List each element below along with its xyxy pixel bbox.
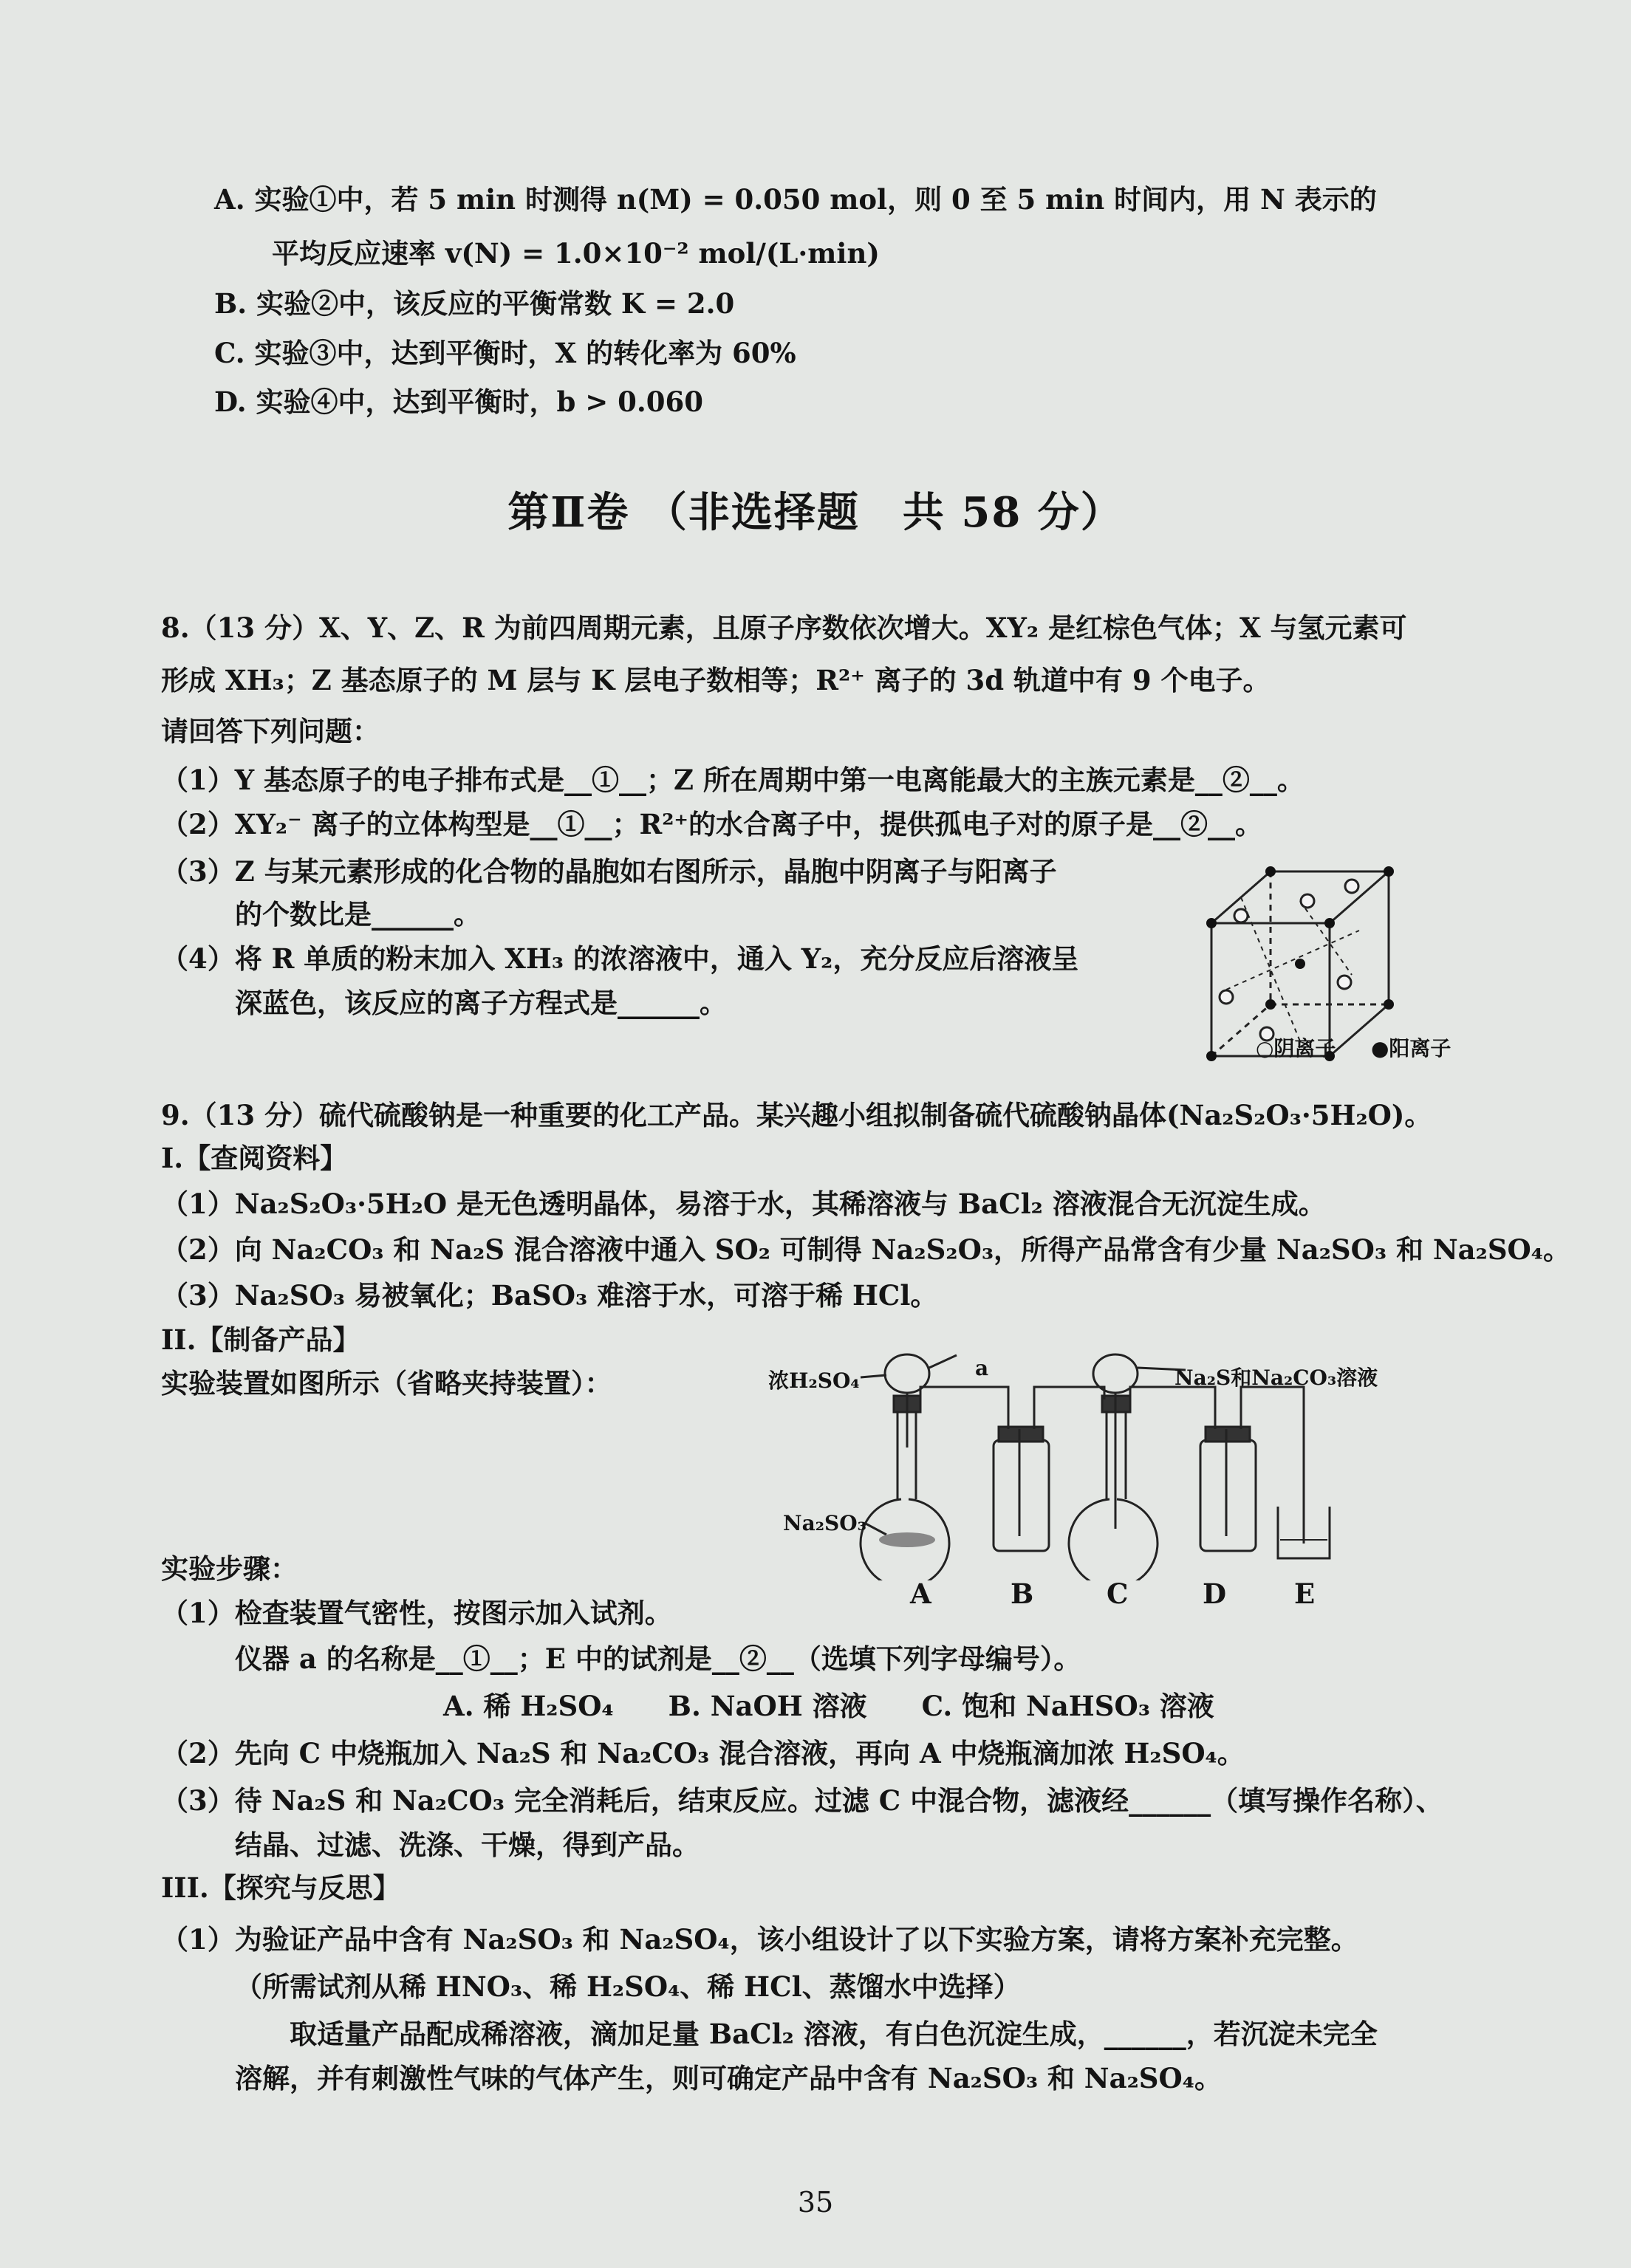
option-b: B. 实验②中，该反应的平衡常数 K = 2.0 [214,287,735,320]
legend-anion: ○阴离子 [1256,1036,1336,1061]
q8-line-6: （3）Z 与某元素形成的化合物的晶胞如右图所示，晶胞中阴离子与阳离子 [161,855,1057,888]
label-na2s-na2co3: Na₂S和Na₂CO₃溶液 [1174,1366,1378,1390]
section-heading: 第Ⅱ卷 （非选择题 共 58 分） [507,488,1124,537]
option-d: D. 实验④中，达到平衡时，b > 0.060 [214,386,704,418]
option-c: C. 实验③中，达到平衡时，X 的转化率为 60% [214,337,796,369]
q9-line-6: II.【制备产品】 [161,1323,360,1356]
label-B: B [1011,1577,1034,1610]
label-D: D [1203,1577,1227,1610]
q9-line-1: 9.（13 分）硫代硫酸钠是一种重要的化工产品。某兴趣小组拟制备硫代硫酸钠晶体(Na₂S₂O₃·5H₂O)。 [161,1099,1432,1131]
q9-line-15: III.【探究与反思】 [161,1871,400,1904]
q9-line-18: 取适量产品配成稀溶液，滴加足量 BaCl₂ 溶液，有白色沉淀生成，______，若沉淀未完全 [290,2018,1378,2050]
label-na2so3: Na₂SO₃ [783,1511,866,1535]
label-conc-h2so4: 浓H₂SO₄ [768,1368,860,1393]
label-A: A [910,1577,931,1610]
label-a: a [975,1356,989,1380]
legend-cation: ●阳离子 [1371,1036,1452,1061]
option-a-line-1: A. 实验①中，若 5 min 时测得 n(M) = 0.050 mol，则 0 至 5 min 时间内，用 N 表示的 [214,183,1377,216]
label-E: E [1294,1577,1316,1610]
q9-line-3: （1）Na₂S₂O₃·5H₂O 是无色透明晶体，易溶于水，其稀溶液与 BaCl₂ 溶液混合无沉淀生成。 [161,1188,1326,1220]
q9-line-9: （1）检查装置气密性，按图示加入试剂。 [161,1597,672,1629]
option-a-line-2: 平均反应速率 v(N) = 1.0×10⁻² mol/(L·min) [272,237,880,270]
page-number: 35 [797,2186,834,2219]
q9-line-16: （1）为验证产品中含有 Na₂SO₃ 和 Na₂SO₄，该小组设计了以下实验方案，请将方案补充完整。 [161,1923,1358,1956]
q9-line-2: I.【查阅资料】 [161,1142,348,1174]
label-C: C [1107,1577,1129,1610]
q9-line-12: （2）先向 C 中烧瓶加入 Na₂S 和 Na₂CO₃ 混合溶液，再向 A 中烧瓶滴加浓 H₂SO₄。 [161,1737,1245,1769]
q8-line-5: （2）XY₂⁻ 离子的立体构型是__①__；R²⁺的水合离子中，提供孤电子对的原子是__②__。 [161,808,1262,840]
q9-line-17: （所需试剂从稀 HNO₃、稀 H₂SO₄、稀 HCl、蒸馏水中选择） [235,1970,1021,2003]
q9-line-5: （3）Na₂SO₃ 易被氧化；BaSO₃ 难溶于水，可溶于稀 HCl。 [161,1279,938,1312]
q9-line-10: 仪器 a 的名称是__①__；E 中的试剂是__②__（选填下列字母编号）。 [235,1642,1081,1675]
q8-line-2: 形成 XH₃；Z 基态原子的 M 层与 K 层电子数相等；R²⁺ 离子的 3d 轨道中有 9 个电子。 [161,664,1271,696]
q8-line-9: 深蓝色，该反应的离子方程式是______。 [235,987,727,1019]
q8-line-4: （1）Y 基态原子的电子排布式是__①__；Z 所在周期中第一电离能最大的主族元素是__②__。 [161,764,1305,796]
q8-line-1: 8.（13 分）X、Y、Z、R 为前四周期元素，且原子序数依次增大。XY₂ 是红棕色气体；X 与氢元素可 [161,611,1407,644]
q8-line-7: 的个数比是______。 [235,898,481,931]
q8-line-8: （4）将 R 单质的粉末加入 XH₃ 的浓溶液中，通入 Y₂，充分反应后溶液呈 [161,942,1079,975]
q9-line-13: （3）待 Na₂S 和 Na₂CO₃ 完全消耗后，结束反应。过滤 C 中混合物，滤液经______（填写操作名称）、 [161,1784,1443,1817]
q9-line-14: 结晶、过滤、洗涤、干燥，得到产品。 [235,1829,700,1861]
q8-line-3: 请回答下列问题： [161,715,380,747]
q9-line-7: 实验装置如图所示（省略夹持装置）： [161,1367,612,1399]
q9-line-8: 实验步骤： [161,1552,298,1585]
q9-line-11: A. 稀 H₂SO₄ B. NaOH 溶液 C. 饱和 NaHSO₃ 溶液 [443,1690,1214,1722]
q9-line-19: 溶解，并有刺激性气味的气体产生，则可确定产品中含有 Na₂SO₃ 和 Na₂SO₄。 [235,2062,1222,2094]
q9-line-4: （2）向 Na₂CO₃ 和 Na₂S 混合溶液中通入 SO₂ 可制得 Na₂S₂O₃，所得产品常含有少量 Na₂SO₃ 和 Na₂SO₄。 [161,1233,1570,1266]
